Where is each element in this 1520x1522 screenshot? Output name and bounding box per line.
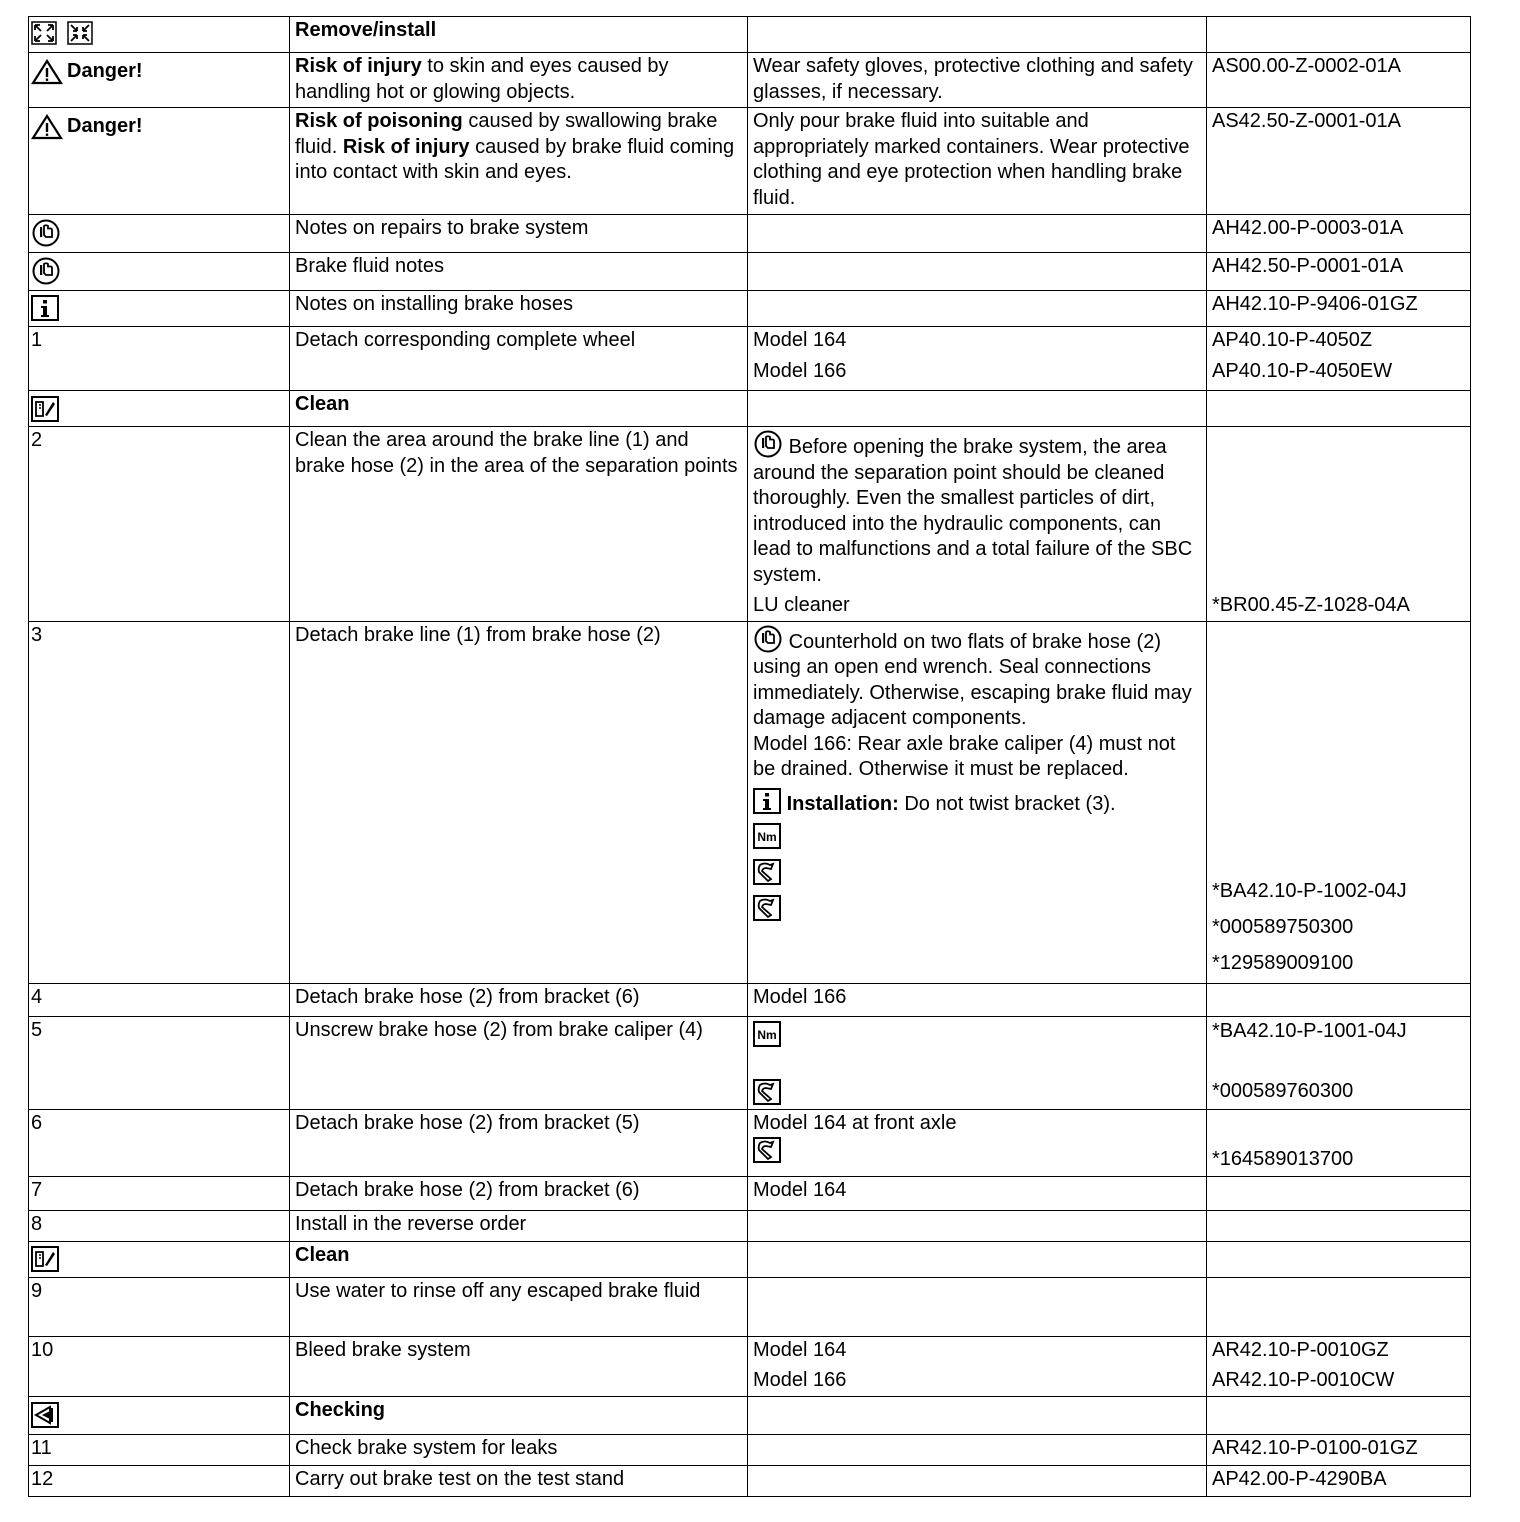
model-info: Model 164	[748, 1176, 1207, 1210]
document-reference: *000589750300	[1212, 915, 1354, 938]
section-title: Clean	[295, 393, 350, 415]
info-icon	[753, 788, 781, 814]
note-text: Notes on installing brake hoses	[290, 291, 748, 327]
step-text: Detach brake line (1) from brake hose (2)	[290, 621, 748, 983]
model-info: Model 164	[753, 1338, 847, 1361]
step-number: 6	[29, 1109, 290, 1176]
step-text: Clean the area around the brake line (1) and brake hose (2) in the area of the separation points	[290, 427, 748, 622]
model-info: Model 164	[753, 329, 847, 351]
step-number: 8	[29, 1210, 290, 1241]
document-reference: AP42.00-P-4290BA	[1207, 1465, 1471, 1496]
step-text: Detach brake hose (2) from bracket (6)	[290, 983, 748, 1016]
installation-note: Installation: Do not twist bracket (3).	[753, 788, 1201, 818]
step-row	[29, 1016, 1471, 1109]
model-info: Model 166	[753, 359, 847, 382]
document-reference: *164589013700	[1212, 1148, 1354, 1170]
document-reference: AR42.10-P-0010CW	[1212, 1369, 1395, 1391]
step-text: Unscrew brake hose (2) from brake caliper (4)	[290, 1016, 748, 1109]
special-tool-icon	[753, 895, 781, 921]
model-info: Model 164 at front axle	[753, 1111, 957, 1134]
step-note: Model 166: Rear axle brake caliper (4) must not be drained. Otherwise it must be replaced.	[753, 732, 1176, 780]
svg-text:Nm: Nm	[757, 830, 777, 844]
document-reference: AR42.10-P-0100-01GZ	[1207, 1434, 1471, 1465]
model-info: Model 166	[753, 1369, 847, 1391]
step-text: Detach corresponding complete wheel	[290, 327, 748, 391]
note-hand-icon	[31, 257, 61, 285]
section-row	[29, 1241, 1471, 1277]
consumable-info: LU cleaner	[753, 594, 850, 616]
procedure-table	[28, 16, 1471, 1497]
danger-label: Danger!	[67, 60, 143, 83]
step-row	[29, 1210, 1471, 1241]
step-number: 5	[29, 1016, 290, 1109]
danger-row	[29, 108, 1471, 215]
step-number: 12	[29, 1465, 290, 1496]
special-tool-icon	[753, 1137, 781, 1163]
step-number: 4	[29, 983, 290, 1016]
section-title: Checking	[295, 1398, 386, 1421]
step-row	[29, 1336, 1471, 1396]
document-reference: AP40.10-P-4050EW	[1212, 359, 1393, 382]
note-text: Notes on repairs to brake system	[290, 215, 748, 253]
step-note: Counterhold on two flats of brake hose (2) using an open end wrench. Seal connections immediately. Otherwise, escaping brake fluid may damage adjacent components.	[753, 625, 1201, 732]
step-number: 1	[29, 327, 290, 391]
special-tool-icon	[753, 1079, 781, 1105]
step-row	[29, 1109, 1471, 1176]
step-text: Check brake system for leaks	[290, 1434, 748, 1465]
step-number: 3	[29, 621, 290, 983]
note-hand-icon	[753, 430, 783, 458]
note-row	[29, 253, 1471, 291]
document-reference: *129589009100	[1212, 951, 1354, 974]
document-reference: AP40.10-P-4050Z	[1212, 329, 1373, 351]
step-text: Detach brake hose (2) from bracket (6)	[290, 1176, 748, 1210]
warning-triangle-icon	[31, 59, 63, 85]
step-text: Detach brake hose (2) from bracket (5)	[290, 1109, 748, 1176]
header-row	[29, 17, 1471, 53]
danger-risk-text: Risk of injury to skin and eyes caused by handling hot or glowing objects.	[290, 53, 748, 108]
step-text: Bleed brake system	[290, 1336, 748, 1396]
model-info: Model 166	[748, 983, 1207, 1016]
document-reference: *BR00.45-Z-1028-04A	[1212, 594, 1410, 616]
step-text: Carry out brake test on the test stand	[290, 1465, 748, 1496]
step-row	[29, 983, 1471, 1016]
info-icon	[31, 295, 59, 321]
document-reference: AR42.10-P-0010GZ	[1212, 1338, 1389, 1361]
document-reference: *000589760300	[1212, 1079, 1354, 1102]
step-row	[29, 621, 1471, 983]
danger-row	[29, 53, 1471, 108]
section-title: Clean	[295, 1243, 350, 1266]
clean-icon	[31, 1246, 59, 1272]
note-row	[29, 215, 1471, 253]
step-row	[29, 1434, 1471, 1465]
document-reference: AH42.00-P-0003-01A	[1207, 215, 1471, 253]
step-number: 7	[29, 1176, 290, 1210]
section-title: Remove/install	[295, 19, 437, 41]
step-text: Use water to rinse off any escaped brake fluid	[290, 1277, 748, 1336]
document-reference: *BA42.10-P-1002-04J	[1212, 879, 1407, 902]
section-row	[29, 1396, 1471, 1434]
note-text: Brake fluid notes	[290, 253, 748, 291]
document-reference: AS00.00-Z-0002-01A	[1207, 53, 1471, 108]
step-row	[29, 427, 1471, 622]
checking-icon	[31, 1402, 59, 1428]
document-reference: AS42.50-Z-0001-01A	[1207, 108, 1471, 215]
svg-text:Nm: Nm	[757, 1027, 777, 1042]
warning-triangle-icon	[31, 114, 63, 140]
special-tool-icon	[753, 859, 781, 885]
step-note: Before opening the brake system, the area around the separation point should be cleaned thoroughly. Even the smallest particles of dirt, introduced into the hydraulic components, can lead to malfunctions and a total failure of the SBC system.	[753, 430, 1201, 588]
document-reference: AH42.50-P-0001-01A	[1207, 253, 1471, 291]
danger-label: Danger!	[67, 115, 143, 138]
note-hand-icon	[753, 625, 783, 653]
danger-measure: Only pour brake fluid into suitable and appropriately marked containers. Wear protective clothing and eye protection when handling brake fluid.	[748, 108, 1207, 215]
step-row	[29, 327, 1471, 391]
step-row	[29, 1277, 1471, 1336]
procedure-document	[28, 16, 1470, 1497]
torque-nm-icon	[753, 1021, 781, 1047]
step-text: Install in the reverse order	[290, 1210, 748, 1241]
danger-risk-text: Risk of poisoning caused by swallowing brake fluid. Risk of injury caused by brake fluid coming into contact with skin and eyes.	[290, 108, 748, 215]
clean-icon	[31, 396, 59, 422]
note-row	[29, 291, 1471, 327]
step-number: 11	[29, 1434, 290, 1465]
remove-install-icon	[31, 21, 93, 45]
danger-measure: Wear safety gloves, protective clothing and safety glasses, if necessary.	[748, 53, 1207, 108]
step-row	[29, 1176, 1471, 1210]
step-number: 10	[29, 1336, 290, 1396]
torque-nm-icon	[753, 823, 781, 849]
step-number: 9	[29, 1277, 290, 1336]
document-reference: *BA42.10-P-1001-04J	[1212, 1019, 1407, 1042]
step-row	[29, 1465, 1471, 1496]
section-row	[29, 391, 1471, 427]
step-number: 2	[29, 427, 290, 622]
document-reference: AH42.10-P-9406-01GZ	[1207, 291, 1471, 327]
note-hand-icon	[31, 219, 61, 247]
